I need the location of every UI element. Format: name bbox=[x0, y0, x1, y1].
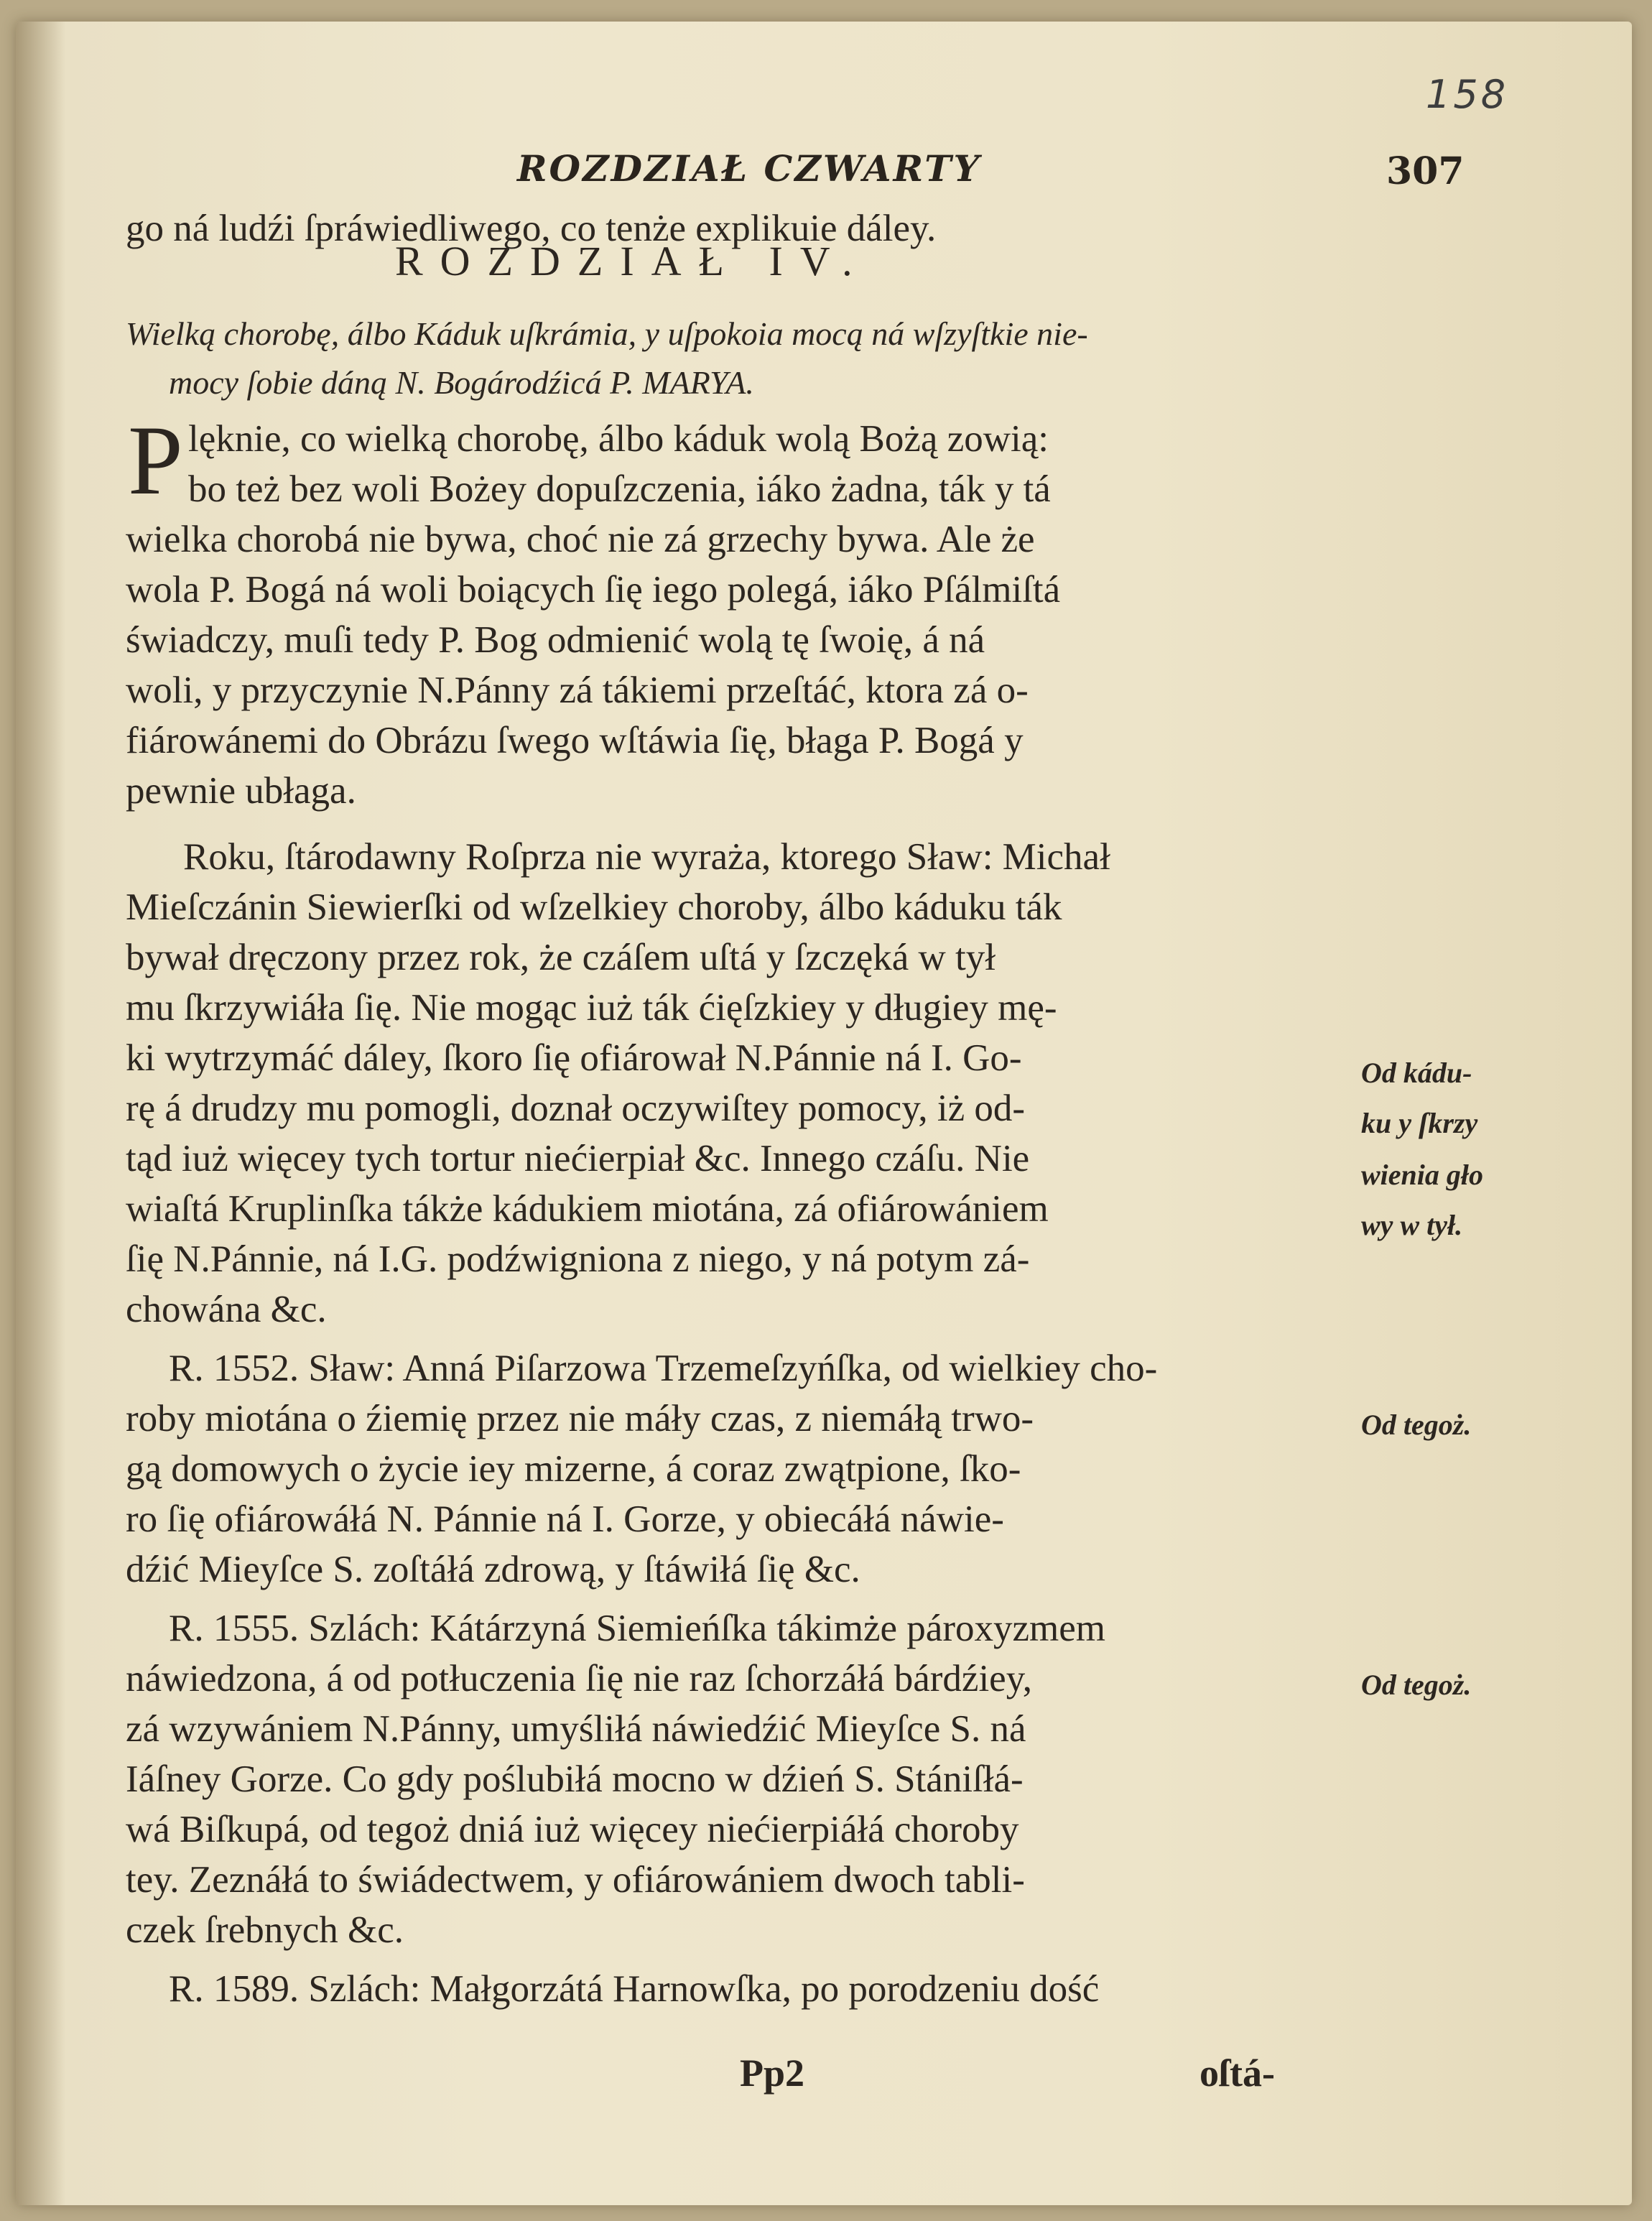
text-line: świadczy, muſi tedy P. Bog odmienić wolą tę ſwoię, á ná bbox=[126, 619, 985, 661]
text-line: wiaſtá Kruplinſka tákże kádukiem miotána, zá ofiárowániem bbox=[126, 1188, 1049, 1230]
text-line: czek ſrebnych &c. bbox=[126, 1909, 404, 1951]
margin-note: Od tegoż. bbox=[1361, 1669, 1472, 1701]
text-line: wá Biſkupá, od tegoż dniá iuż więcey niećierpiáłá choroby bbox=[126, 1809, 1019, 1850]
running-head-title: ROZDZIAŁ CZWARTY bbox=[517, 147, 982, 190]
text-line: go ná ludźi ſpráwiedliwego, co tenże explikuie dáley. bbox=[126, 208, 937, 249]
text-line: ſię N.Pánnie, ná I.G. podźwigniona z niego, y ná potym zá- bbox=[126, 1238, 1030, 1280]
text-line: tey. Zeznáłá to świádectwem, y ofiárowániem dwoch tabli- bbox=[126, 1859, 1025, 1901]
text-line: zá wzywániem N.Pánny, umyśliłá náwiedźić Mieyſce S. ná bbox=[126, 1708, 1026, 1750]
text-line: dźić Mieyſce S. zoſtáłá zdrową, y ſtáwiłá ſię &c. bbox=[126, 1549, 860, 1590]
text-line: tąd iuż więcey tych tortur niećierpiał &c. Innego czáſu. Nie bbox=[126, 1138, 1030, 1179]
text-line: chowána &c. bbox=[126, 1289, 327, 1330]
text-line: woli, y przyczynie N.Pánny zá tákiemi przeſtáć, ktora zá o- bbox=[126, 669, 1029, 711]
page-number: 307 bbox=[1386, 149, 1465, 193]
text-line: fiárowánemi do Obrázu ſwego wſtáwia ſię, błaga P. Bogá y bbox=[126, 720, 1024, 761]
text-line: gą domowych o życie iey mizerne, á coraz zwątpione, ſko- bbox=[126, 1448, 1021, 1490]
text-line: wielka chorobá nie bywa, choć nie zá grzechy bywa. Ale że bbox=[126, 519, 1035, 560]
chapter-summary-line: mocy ſobie dáną N. Bogárodźicá P. MARYA. bbox=[169, 364, 754, 401]
margin-note: Od tegoż. bbox=[1361, 1409, 1472, 1441]
text-line: mu ſkrzywiáła ſię. Nie mogąc iuż ták ćięſzkiey y długiey mę- bbox=[126, 987, 1057, 1029]
margin-note: wienia gło bbox=[1361, 1159, 1484, 1191]
text-line: R. 1589. Szlách: Małgorzátá Harnowſka, po porodzeniu dość bbox=[169, 1968, 1100, 2010]
folio-number: 158 bbox=[1426, 72, 1509, 117]
text-line: rę á drudzy mu pomogli, doznał oczywiſtey pomocy, iż od- bbox=[126, 1088, 1026, 1129]
text-line: Roku, ſtárodawny Roſprza nie wyraża, ktorego Sław: Michał bbox=[183, 836, 1110, 878]
text-line: pewnie ubłaga. bbox=[126, 770, 356, 812]
text-line: bo też bez woli Bożey dopuſzczenia, iáko żadna, ták y tá bbox=[188, 468, 1051, 510]
text-line: Iáſney Gorze. Co gdy poślubiłá mocno w dźień S. Stániſłá- bbox=[126, 1758, 1024, 1800]
text-line: náwiedzona, á od potłuczenia ſię nie raz ſchorzáłá bárdźiey, bbox=[126, 1658, 1033, 1700]
text-line: wola P. Bogá ná woli boiących ſię iego polegá, iáko Pſálmiſtá bbox=[126, 569, 1061, 611]
chapter-summary-line: Wielką chorobę, álbo Káduk uſkrámia, y uſpokoia mocą ná wſzyſtkie nie- bbox=[126, 315, 1088, 352]
catchword: oſtá- bbox=[1199, 2051, 1275, 2095]
signature-mark: Pp2 bbox=[740, 2051, 805, 2095]
margin-note: Od kádu- bbox=[1361, 1057, 1472, 1089]
chapter-heading: ROZDZIAŁ IV. bbox=[395, 238, 870, 284]
text-line: R. 1555. Szlách: Kátárzyná Siemieńſka tákimże pároxyzmem bbox=[169, 1608, 1105, 1649]
text-line: ro ſię ofiárowáłá N. Pánnie ná I. Gorze, y obiecáłá náwie- bbox=[126, 1498, 1004, 1540]
margin-note: ku y ſkrzy bbox=[1361, 1107, 1478, 1139]
text-line: bywał dręczony przez rok, że czáſem uſtá y ſzczęká w tył bbox=[126, 937, 996, 978]
drop-cap: P bbox=[128, 405, 183, 515]
text-line: Mieſczánin Siewierſki od wſzelkiey choroby, álbo káduku ták bbox=[126, 886, 1062, 928]
text-line: R. 1552. Sław: Anná Piſarzowa Trzemeſzyńſka, od wielkiey cho- bbox=[169, 1348, 1158, 1389]
text-line: roby miotána o źiemię przez nie máły czas, z niemáłą trwo- bbox=[126, 1398, 1034, 1439]
margin-note: wy w tył. bbox=[1361, 1209, 1463, 1241]
text-line: ki wytrzymáć dáley, ſkoro ſię ofiárował N.Pánnie ná I. Go- bbox=[126, 1037, 1022, 1079]
text-line: lęknie, co wielką chorobę, álbo káduk wolą Bożą zowią: bbox=[188, 418, 1049, 460]
